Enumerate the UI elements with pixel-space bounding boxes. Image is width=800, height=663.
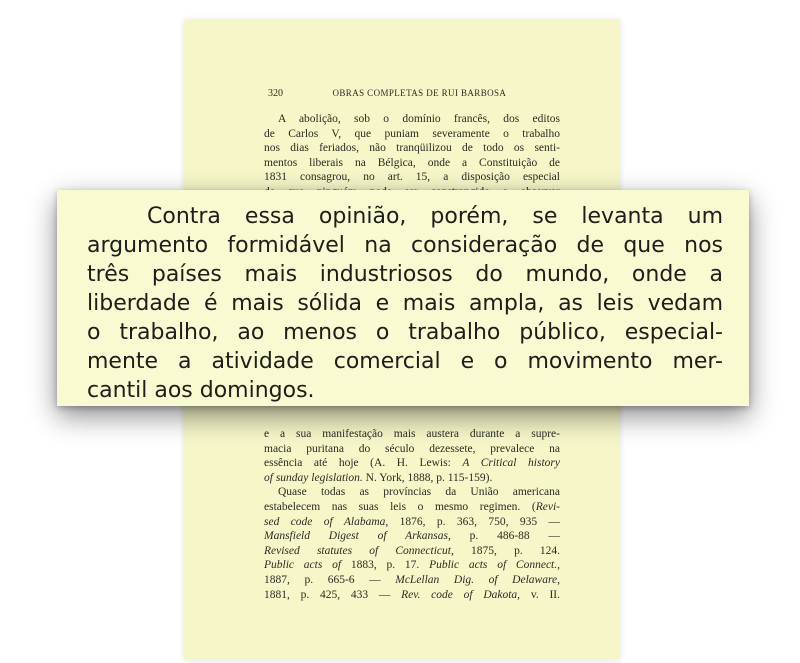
footnote-text: 1887, p. 665-6 — [264, 573, 396, 586]
footnote-title: McLellan Dig. of Delaware, [395, 573, 560, 586]
footnote-title: Revi- [535, 500, 560, 513]
footnote-line [264, 471, 560, 486]
footnote-text: 1876, p. 363, 750, 935 — [388, 515, 560, 528]
footnote-title: of sunday legislation. [264, 471, 363, 484]
footnote-title: Mansfield Digest of Arkansas, [264, 530, 451, 543]
footnote-text: 1883, p. 17. [341, 559, 430, 572]
footnote-text: p. 486-88 — [450, 530, 560, 543]
top-paragraph-line: nos dias feriados, não tranqüilizou de todo os senti- [264, 142, 560, 155]
footnote-line: macia puritana do século dezessete, prevalece na [264, 442, 560, 455]
zoomed-line: o trabalho, ao menos o trabalho público, especial- [87, 320, 723, 345]
footnote-text: v. II. [520, 588, 560, 601]
footnote-text: N. York, 1888, p. 115-159). [362, 471, 493, 484]
footnote-line [264, 588, 560, 603]
footnote-text: estabelecem nas suas leis o mesmo regimen. ( [264, 500, 536, 513]
zoomed-line: liberdade é mais sólida e mais ampla, as leis vedam [87, 291, 723, 316]
footnote-text: 1875, p. 124. [453, 544, 560, 557]
top-paragraph-line: mentos liberais na Bélgica, onde a Constituição de [264, 156, 560, 169]
bottom-text [264, 427, 560, 602]
footnote-line [264, 544, 560, 559]
footnote-title: Rev. code of Dakota, [401, 588, 521, 601]
zoomed-line: cantil aos domingos. [87, 378, 315, 403]
zoomed-line: Contra essa opinião, porém, se levanta um [147, 204, 723, 229]
top-paragraph-line: A abolição, sob o domínio francês, dos editos [278, 113, 560, 125]
running-title: OBRAS COMPLETAS DE RUI BARBOSA [332, 88, 507, 98]
footnote-line: Quase todas as províncias da União americana [278, 486, 560, 499]
top-paragraph [264, 112, 560, 200]
zoomed-line: argumento formidável na consideração de que nos [87, 233, 723, 258]
footnote-line [264, 558, 560, 573]
footnote-line [264, 529, 560, 544]
zoomed-line: mente a atividade comercial e o movimento mer- [87, 349, 723, 374]
footnote-line [264, 573, 560, 588]
footnote-line [264, 456, 560, 471]
top-paragraph-line: de Carlos V, que puniam severamente o trabalho [264, 127, 560, 140]
zoomed-line: três países mais industriosos do mundo, onde a [87, 262, 723, 287]
footnote-text: 1881, p. 425, 433 — [264, 588, 402, 601]
top-paragraph-line: 1831 consagrou, no art. 15, a disposição especial [264, 171, 560, 184]
footnote-line: e a sua manifestação mais austera durante a supre- [264, 428, 560, 440]
zoomed-excerpt [57, 190, 749, 406]
page-number: 320 [268, 88, 283, 99]
page-header [268, 88, 568, 99]
footnote-text: essência até hoje (A. H. Lewis: [264, 457, 463, 470]
footnote-title: Revised statutes of Connecticut, [264, 544, 454, 557]
footnote-title: Public acts of Connect., [429, 559, 560, 572]
footnote-line [264, 515, 560, 530]
footnote-title: A Critical history [462, 457, 560, 470]
footnote-title: Public acts of [264, 559, 342, 572]
footnote-line [264, 500, 560, 515]
zoomed-paragraph [87, 202, 723, 405]
footnote-title: sed code of Alabama, [264, 515, 389, 528]
